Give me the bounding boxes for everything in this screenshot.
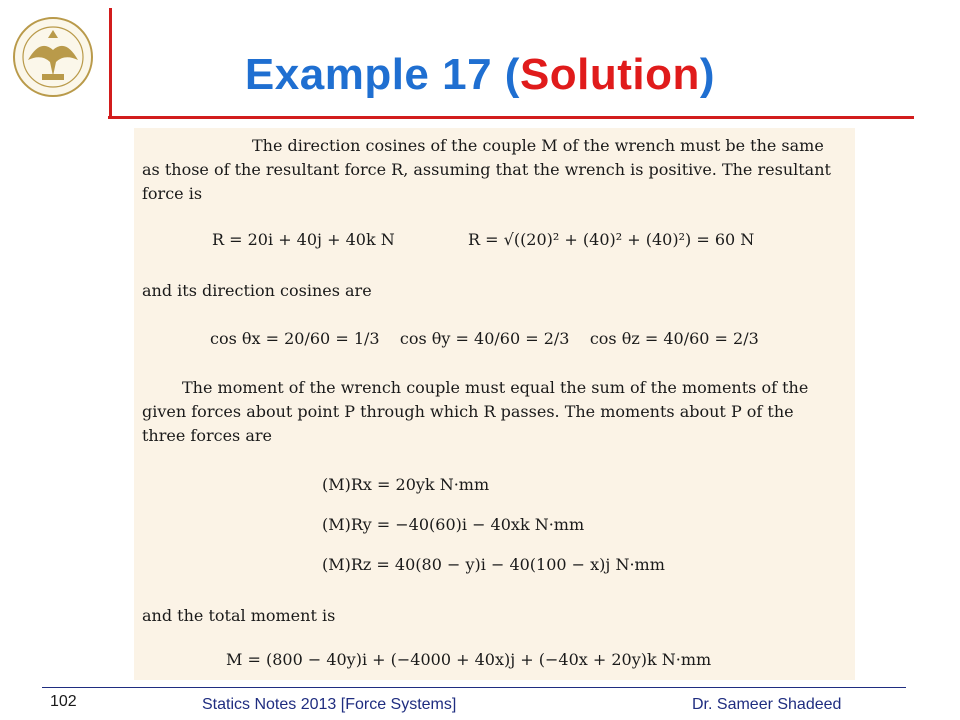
- equation-moment-rx: (M)Rx = 20yk N·mm: [322, 475, 490, 494]
- paragraph-1: The direction cosines of the couple M of the wrench must be the same as those of the resultant force R, assuming that the wrench is positive. The resultant force is: [142, 136, 831, 203]
- equation-direction-cosines: cos θx = 20/60 = 1/3 cos θy = 40/60 = 2/3 cos θz = 40/60 = 2/3: [210, 329, 759, 348]
- paragraph-3: The moment of the wrench couple must equal the sum of the moments of the given forces about point P through which R passes. The moments about P of the three forces are: [142, 378, 809, 445]
- paragraph-2: and its direction cosines are: [142, 281, 372, 300]
- title-text: Example 17 (: [244, 50, 520, 99]
- equation-total-moment: M = (800 − 40y)i + (−4000 + 40x)j + (−40x + 20y)k N·mm: [226, 650, 712, 669]
- title-close: ): [699, 50, 716, 99]
- footer-course-title: Statics Notes 2013 [Force Systems]: [202, 696, 457, 713]
- header-horizontal-rule: [108, 116, 914, 119]
- equation-resultant: R = 20i + 40j + 40k N: [212, 230, 395, 249]
- equation-moment-rz: (M)Rz = 40(80 − y)i − 40(100 − x)j N·mm: [322, 555, 665, 574]
- footer-author: Dr. Sameer Shadeed: [692, 696, 842, 713]
- footer-rule: [42, 687, 906, 688]
- equation-magnitude: R = √((20)² + (40)² + (40)²) = 60 N: [468, 230, 755, 249]
- solution-content-image: [134, 128, 855, 680]
- page-number: 102: [50, 693, 77, 710]
- title-highlight: Solution: [519, 50, 700, 99]
- slide-title: [0, 50, 960, 100]
- equation-moment-ry: (M)Ry = −40(60)i − 40xk N·mm: [322, 515, 585, 534]
- paragraph-4: and the total moment is: [142, 606, 336, 625]
